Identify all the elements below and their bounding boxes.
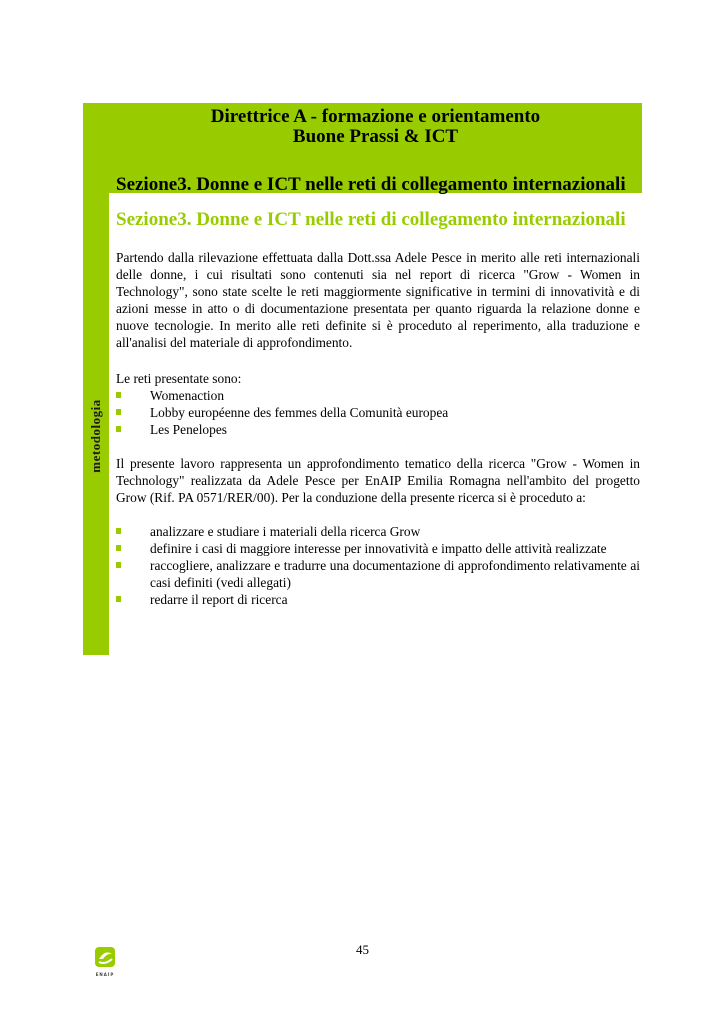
bullet-icon <box>116 596 121 602</box>
list-item: Lobby européenne des femmes della Comunità europea <box>116 404 640 421</box>
sidebar-band <box>83 103 109 655</box>
bullet-icon <box>116 392 121 398</box>
logo-mark-icon <box>90 945 120 973</box>
steps-list <box>116 523 640 608</box>
sidebar-label: metodologia <box>88 399 103 473</box>
header-title: Direttrice A - formazione e orientamento <box>210 106 541 127</box>
list-item: raccogliere, analizzare e tradurre una documentazione di approfondimento relativamente ai casi definiti (vedi allegati) <box>116 557 640 591</box>
intro-paragraph: Partendo dalla rilevazione effettuata dalla Dott.ssa Adele Pesce in merito alle reti internazionali delle donne, i cui risultati sono contenuti sia nel report di ricerca "Grow - Women in Technology", sono state scelte le reti maggiormente significative in termini di innovatività e di azioni messe in atto o di documentazione presentata per quanto riguarda la relazione donne e nuove tecnologie. In merito alle reti definite si è proceduto al reperimento, alla traduzione e all'analisi del materiale di approfondimento. <box>116 250 640 350</box>
list-item: redarre il report di ricerca <box>116 591 640 608</box>
enaip-logo <box>90 945 120 985</box>
list-item: definire i casi di maggiore interesse per innovatività e impatto delle attività realizzate <box>116 540 640 557</box>
header-section: Sezione3. Donne e ICT nelle reti di collegamento internazionali <box>116 174 626 195</box>
bullet-icon <box>116 528 121 534</box>
page-number: 45 <box>356 942 369 957</box>
list-item: Les Penelopes <box>116 421 640 438</box>
bullet-icon <box>116 545 121 551</box>
list-item: analizzare e studiare i materiali della ricerca Grow <box>116 523 640 540</box>
header-subtitle: Buone Prassi & ICT <box>292 126 459 147</box>
section-title: Sezione3. Donne e ICT nelle reti di collegamento internazionali <box>116 209 626 230</box>
work-paragraph: Il presente lavoro rappresenta un approfondimento tematico della ricerca "Grow - Women in Technology" realizzata da Adele Pesce per EnAIP Emilia Romagna nell'ambito del progetto Grow (Rif. PA 0571/RER/00). Per la conduzione della presente ricerca si è proceduto a: <box>116 456 640 505</box>
bullet-icon <box>116 562 121 568</box>
bullet-icon <box>116 426 121 432</box>
bullet-icon <box>116 409 121 415</box>
networks-intro: Le reti presentate sono: <box>116 371 242 386</box>
list-item: Womenaction <box>116 387 640 404</box>
networks-list <box>116 387 640 438</box>
main-content <box>116 249 640 608</box>
logo-text: ENAIP <box>95 972 115 977</box>
header-banner <box>109 103 642 193</box>
